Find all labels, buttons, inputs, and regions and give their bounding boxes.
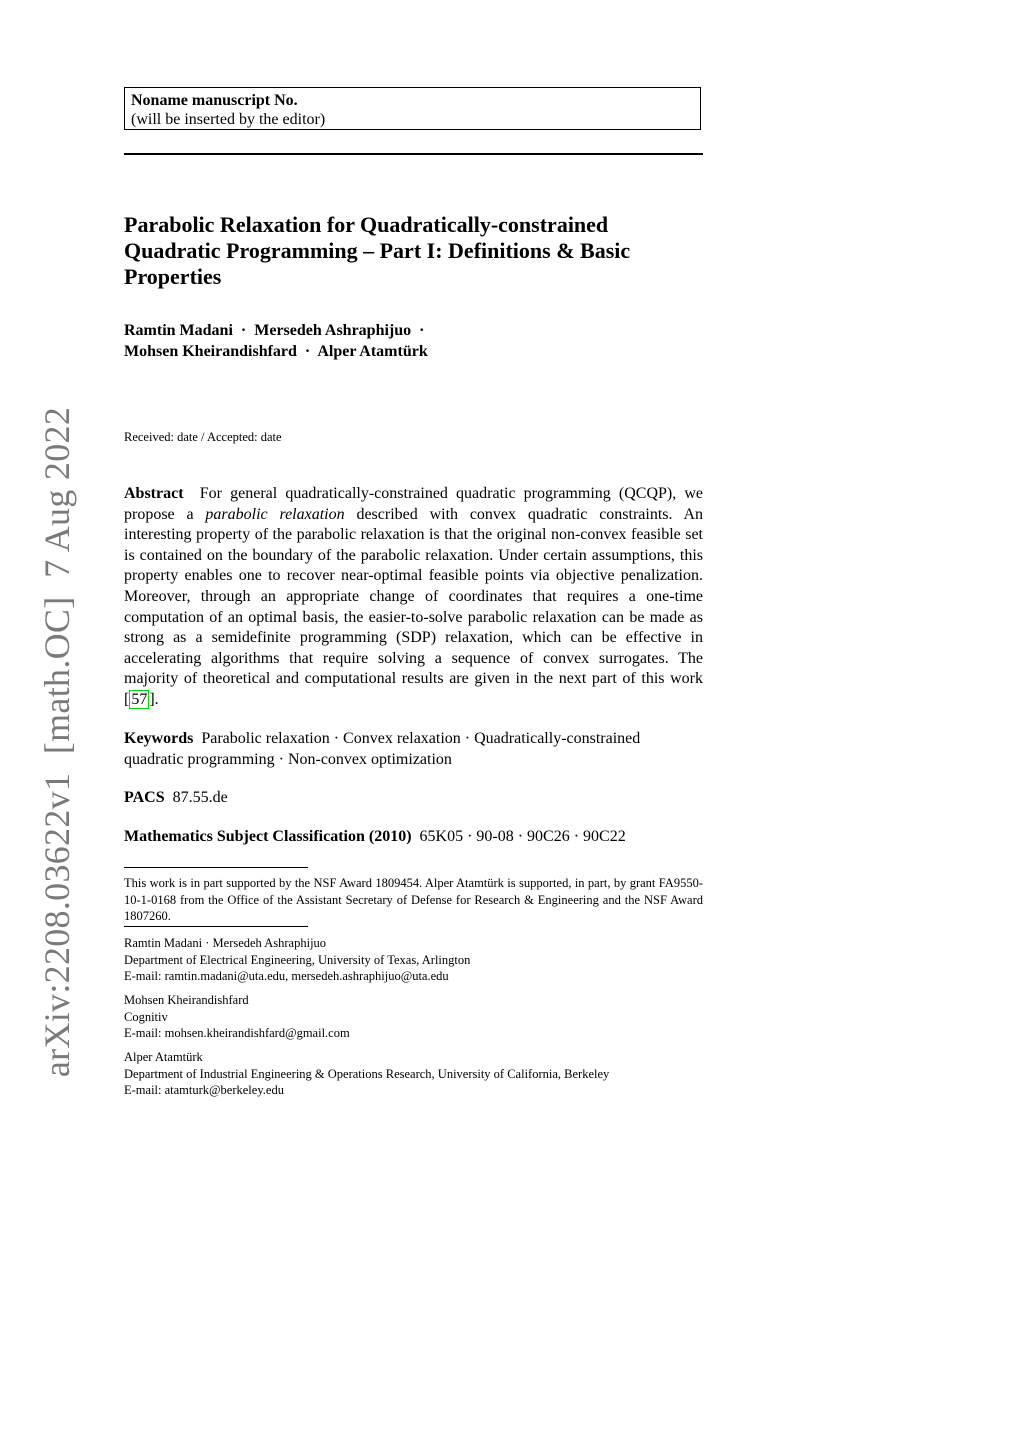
author-line-2: Mohsen Kheirandishfard · Alper Atamtürk [124, 343, 428, 360]
arxiv-identifier-stamp: arXiv:2208.03622v1 [math.OC] 7 Aug 2022 [37, 406, 77, 1078]
title-line-1: Parabolic Relaxation for Quadratically-constrained [124, 212, 609, 237]
abstract-section [124, 484, 703, 711]
editor-note-box [124, 87, 701, 130]
keywords-section [124, 729, 703, 770]
abstract-text-part2: described with convex quadratic constraints. An interesting property of the parabolic relaxation is that the original non-convex feasible set is contained on the boundary of the parabolic relaxation. Under certain assumptions, this property enables one to recover near-optimal feasible points via objective penalization. Moreover, through an appropriate change of coordinates that requires a one-time computation of an optimal basis, the easier-to-solve parabolic relaxation can be made as strong as a semidefinite programming (SDP) relaxation, which can be effective in accelerating algorithms that require solving a sequence of convex surrogates. The majority of theoretical and computational results are given in the next part of this work [ [124, 505, 704, 708]
title-line-2: Quadratic Programming – Part I: Definitions & Basic [124, 238, 631, 263]
author-list [124, 320, 704, 362]
received-accepted-dates: Received: date / Accepted: date [124, 430, 282, 444]
affiliation-department: Cognitiv [124, 1009, 168, 1024]
msc-section [124, 828, 626, 846]
abstract-text-part1: For general quadratically-constrained quadratic programming (QCQP), we propose a [124, 485, 703, 523]
msc-label: Mathematics Subject Classification (2010) [124, 828, 412, 845]
affiliation-block-2 [124, 992, 703, 1042]
editor-note: (will be inserted by the editor) [131, 111, 326, 128]
affiliation-names: Mohsen Kheirandishfard [124, 993, 249, 1007]
funding-footnote: This work is in part supported by the NSF Award 1809454. Alper Atamtürk is supported, in part, by grant FA9550-10-1-0168 from the Office of the Assistant Secretary of Defense for Research & Engineering and the NSF Award 1807260. [124, 876, 703, 923]
affiliation-names: Ramtin Madani · Mersedeh Ashraphijuo [124, 936, 327, 950]
abstract-label: Abstract [124, 485, 184, 502]
affiliation-names: Alper Atamtürk [124, 1050, 203, 1064]
abstract-text-end: ]. [149, 690, 159, 708]
footnote-rule [124, 867, 308, 868]
affiliation-department: Department of Electrical Engineering, University of Texas, Arlington [124, 952, 471, 967]
affiliation-block-1 [124, 935, 703, 985]
affiliation-email: E-mail: ramtin.madani@uta.edu, mersedeh.ashraphijuo@uta.edu [124, 969, 449, 983]
affiliation-email: E-mail: mohsen.kheirandishfard@gmail.com [124, 1026, 350, 1040]
pacs-code: 87.55.de [172, 789, 228, 806]
manuscript-number-label: Noname manuscript No. [131, 92, 298, 109]
citation-link[interactable]: 57 [131, 690, 148, 708]
paper-title [124, 212, 704, 290]
pacs-label: PACS [124, 789, 165, 806]
pacs-section [124, 789, 228, 807]
abstract-emphasis: parabolic relaxation [205, 505, 345, 523]
affiliation-rule [124, 926, 308, 927]
affiliation-block-3 [124, 1049, 703, 1099]
affiliation-department: Department of Industrial Engineering & Operations Research, University of California, Berkeley [124, 1066, 610, 1081]
affiliation-email: E-mail: atamturk@berkeley.edu [124, 1083, 284, 1097]
msc-codes: 65K05 · 90-08 · 90C26 · 90C22 [419, 828, 626, 845]
keywords-text: Parabolic relaxation · Convex relaxation · Quadratically-constrained quadratic programming · Non-convex optimization [124, 730, 641, 768]
title-separator-rule [124, 153, 703, 155]
keywords-label: Keywords [124, 730, 194, 747]
author-line-1: Ramtin Madani · Mersedeh Ashraphijuo · [124, 322, 425, 339]
title-line-3: Properties [124, 264, 222, 289]
